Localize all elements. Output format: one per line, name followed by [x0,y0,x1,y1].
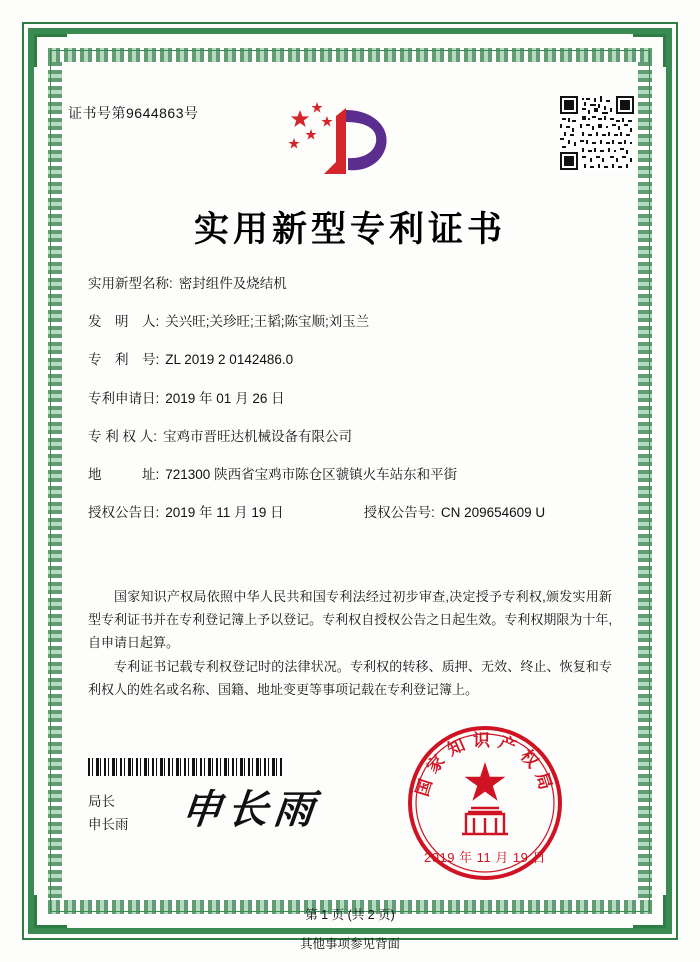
field-row-application-date [88,391,628,407]
field-label: 专 利 号: [88,352,160,368]
field-row-name [88,276,628,292]
grant-number-value: CN 209654609 U [440,505,546,521]
corner-ornament-top-left [34,34,67,67]
certificate-number: 证书号第9644863号 [68,105,199,121]
field-value: ZL 2019 2 0142486.0 [165,352,294,368]
signature-title-line-2: 申长雨 [88,816,129,832]
field-list [88,276,628,543]
field-value: 721300 陕西省宝鸡市陈仓区虢镇火车站东和平街 [165,466,458,482]
svg-text:国家知识产权局: 国家知识产权局 [412,731,558,799]
field-value: 宝鸡市晋旺达机械设备有限公司 [163,428,353,444]
signature-title-line-1: 局长 [88,794,115,809]
field-value: 密封组件及烧结机 [178,276,287,291]
field-row-grant [88,505,628,521]
page-title: 实用新型专利证书 [193,209,506,250]
field-value: 2019 年 01 月 26 日 [165,390,285,406]
legal-paragraph-1: 国家知识产权局依照中华人民共和国专利法经过初步审查,决定授予专利权,颁发实用新型专利证书并在专利登记簿上予以登记。专利权自授权公告之日起生效。专利权期限为十年,自申请日起算。 [88,589,612,650]
field-label: 实用新型名称: [88,276,173,291]
grant-number-group [364,505,546,521]
grant-date-value: 2019 年 11 月 19 日 [165,505,284,521]
barcode-icon [88,758,284,776]
field-row-patent-number [88,352,628,368]
field-label: 专利申请日: [88,390,160,406]
page-number: 第 1 页 (共 2 页) [305,908,395,922]
qr-code-icon [560,96,634,170]
seal-date: 2019 年 11 月 19 日 [424,850,546,865]
field-row-address [88,467,628,483]
field-row-inventors [88,314,628,330]
grant-date-label: 授权公告日: [88,505,160,521]
legal-text [88,586,612,704]
cnipa-emblem-icon [286,96,396,184]
corner-ornament-top-right [633,34,666,67]
field-label: 发 明 人: [88,314,160,330]
field-value: 关兴旺;关珍旺;王韬;陈宝顺;刘玉兰 [165,314,370,330]
legal-paragraph-2: 专利证书记载专利权登记时的法律状况。专利权的转移、质押、无效、终止、恢复和专利权人的姓名或名称、国籍、地址变更等事项记载在专利登记簿上。 [88,659,612,697]
field-row-patentee [88,429,628,445]
grant-number-label: 授权公告号: [363,505,435,521]
field-label: 专 利 权 人: [88,428,158,444]
signature-handwriting: 申长雨 [179,786,323,833]
footer-note: 其他事项参见背面 [299,937,400,951]
signature-title [88,791,129,837]
field-label: 地 址: [88,466,160,482]
